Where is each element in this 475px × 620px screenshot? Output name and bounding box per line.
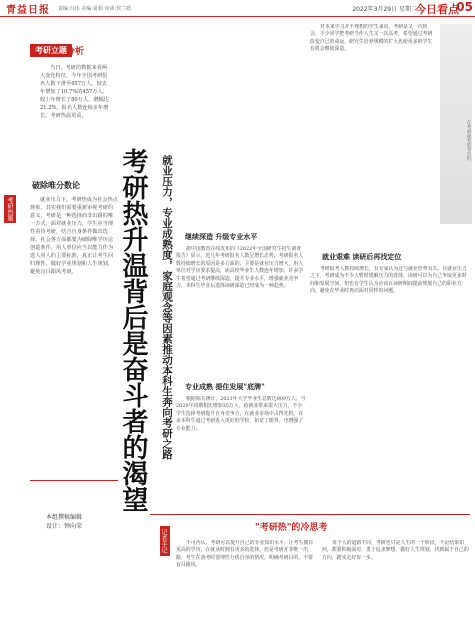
col1-body2: 根据相关统计，2021年大学毕业生总数达909万人，与2020年同期相比增加35万人，给就业带来很大压力，不少学生选择考研提升自身竞争力，在就业市场中占得先机。许多本科生通过考研进入更好的学校，拓宽了眼界，也增强了专业能力。: [176, 396, 306, 432]
col2-body2: 考研报考人数持续增长，有专家认为这与就业形势有关。在就业压力之下，考研成为不少人暂时缓解压力的选择，读研可以为自己争取更多时间和发展空间，但也有学生认为应该在读研期间提前规划自己的职业方向，避免在毕业时再次面对同样的问题。: [310, 266, 467, 295]
page-number: 05: [456, 0, 473, 14]
col1-head: 继续深造 升级专业水平: [185, 232, 258, 241]
lead-paragraph: 当日，考研的数据来看两大变化特征，今年全国考研报名人数下滑至457万人，较去年增加了10.7%的457万人，较上年增长了80万人，增幅达21.2%，报名人数连续多年增长，考研热温更高，: [40, 65, 109, 119]
essay-title: "考研热"的冷思考: [255, 523, 328, 533]
photo-caption: 在考研备考的考生们: [466, 120, 471, 161]
left-body: 就业压力下，考研热成为社会热点现象，其实我们需要重新审视考研的意义，考研是一种选择而非出路的唯一方式。面对就业压力，学生应当理性看待考研，结合自身条件做出选择。社会各方面都要为破除唯学历论创造条件，用人单位应当以能力作为选人用人的主要标准，真正让考生回归理性，做好学业规划和人生规划，避免盲目跟风考研。: [30, 197, 118, 275]
divider: [30, 480, 118, 481]
col1-body: 据中国教育在线发布的《2022年全国研究生招生调查报告》显示，近几年考研报名人数呈增长态势。考研报名人数持续增长的原因是多方面的，主要是就业压力增大，用人单位对学历要求提高，而高校毕业生人数连年增加，许多学生希望通过考研继续深造，提升专业水平，增强就业竞争力。本科生毕业后选择读研深造已经成为一种趋势。: [176, 246, 304, 290]
col2-body: 对本来学习并不理想的学生来说，考研是又一次机会，不少同学把考研当作人生又一次高考，希望通过考研改变自己的命运。研究生培养规模的扩大也使更多的学生有机会继续深造。: [310, 24, 433, 53]
newspaper-logo: 青益日报: [6, 4, 50, 16]
author-line-1: 本组撰稿编辑: [46, 514, 83, 521]
essay-tag: 记者手记: [160, 526, 170, 556]
editors-line: 责编:冯伟 美编:夏娟 审读:侯兰皓: [58, 5, 132, 12]
section-tag-sub: 分析: [66, 47, 85, 57]
page-name: 今日看点: [415, 3, 459, 16]
essay-para-2: 每个人的道路不同，考研也只是人生的一个阶段，不论结果如何，都要积极面对，勇于追求梦想，做好人生规划，找到属于自己的方向，踏实走好每一步。: [322, 540, 469, 561]
author-line-2: 设计：钟向荣: [46, 523, 83, 530]
page-header: [0, 0, 475, 17]
essay-divider: [150, 514, 470, 515]
essay-para-1: 不可否认，考研可以提升自己的专业知识水平，让考生拥有更高的学历，在就业时拥有更多的选择。但是考研并非唯一出路，考生在备考时要理性分析自身的情况，明确考研目的，不要盲目跟风。: [176, 540, 314, 569]
left-subhead: 破除唯分数论: [32, 180, 80, 190]
sub-headline: 就业压力，专业成熟度，家庭观念等因素推动本科生奔向考研之路: [161, 155, 173, 460]
main-headline: 考研热升温背后是奋斗者的渴望: [118, 148, 148, 512]
col1-head2: 专业成熟 提住发展"底牌": [185, 382, 265, 391]
col2-head: 就业艰难 读研后再找定位: [322, 252, 402, 261]
section-tag: 考研立题: [30, 44, 72, 57]
author-credit: [46, 513, 82, 531]
sidebar-tag: 考研热题: [4, 195, 16, 223]
issue-date: 2022年3月29日 星期二: [352, 6, 417, 13]
